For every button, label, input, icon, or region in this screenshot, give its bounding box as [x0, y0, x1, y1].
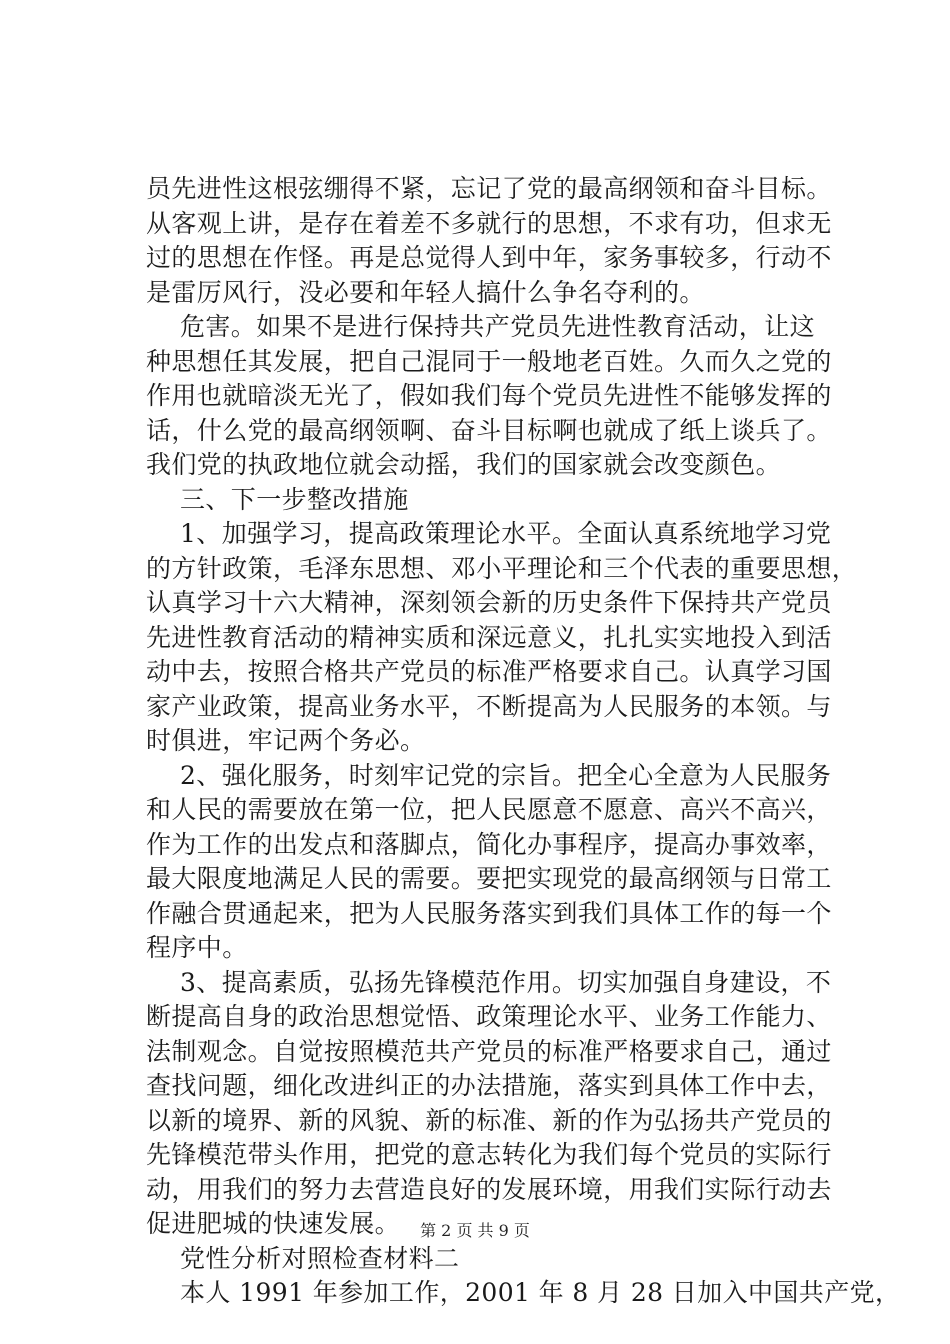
text-line: 先进性教育活动的精神实质和深远意义，扎扎实实地投入到活: [146, 622, 832, 652]
text-line: 查找问题，细化改进纠正的办法措施，落实到具体工作中去，: [146, 1071, 832, 1100]
text-line: 从客观上讲，是存在着差不多就行的思想，不求有功，但求无: [146, 208, 832, 238]
text-line: 认真学习十六大精神，深刻领会新的历史条件下保持共产党员: [146, 588, 832, 617]
text-line: 三、下一步整改措施: [180, 484, 409, 514]
text-line: 我们党的执政地位就会动摇，我们的国家就会改变颜色。: [146, 450, 782, 479]
text-line: 和人民的需要放在第一位，把人民愿意不愿意、高兴不高兴，: [146, 795, 832, 824]
text-line: 法制观念。自觉按照模范共产党员的标准严格要求自己，通过: [146, 1036, 832, 1066]
text-line: 先锋模范带头作用，把党的意志转化为我们每个党员的实际行: [146, 1140, 832, 1169]
text-line: 的方针政策，毛泽东思想、邓小平理论和三个代表的重要思想，: [146, 553, 858, 583]
text-line: 动，用我们的努力去营造良好的发展环境，用我们实际行动去: [146, 1174, 832, 1204]
text-line: 程序中。: [146, 933, 248, 962]
page-footer: 第 2 页 共 9 页: [420, 1221, 530, 1240]
text-line: 促进肥城的快速发展。: [146, 1209, 401, 1238]
text-line: 1、加强学习，提高政策理论水平。全面认真系统地学习党: [180, 519, 832, 548]
text-line: 危害。如果不是进行保持共产党员先进性教育活动，让这: [180, 312, 816, 341]
text-line: 种思想任其发展，把自己混同于一般地老百姓。久而久之党的: [146, 346, 832, 376]
text-line: 3、提高素质，弘扬先锋模范作用。切实加强自身建设，不: [180, 967, 832, 997]
text-line: 过的思想在作怪。再是总觉得人到中年，家务事较多，行动不: [146, 243, 832, 272]
text-line: 最大限度地满足人民的需要。要把实现党的最高纲领与日常工: [146, 864, 832, 893]
text-line: 时俱进，牢记两个务必。: [146, 726, 426, 755]
text-line: 断提高自身的政治思想觉悟、政策理论水平、业务工作能力、: [146, 1002, 832, 1031]
text-line: 作融合贯通起来，把为人民服务落实到我们具体工作的每一个: [146, 898, 832, 928]
text-line: 以新的境界、新的风貌、新的标准、新的作为弘扬共产党员的: [146, 1105, 832, 1135]
text-line: 动中去，按照合格共产党员的标准严格要求自己。认真学习国: [146, 657, 832, 686]
text-line: 是雷厉风行，没必要和年轻人搞什么争名夺利的。: [146, 277, 705, 307]
text-line: 话，什么党的最高纲领啊、奋斗目标啊也就成了纸上谈兵了。: [146, 415, 832, 445]
text-line: 员先进性这根弦绷得不紧，忘记了党的最高纲领和奋斗目标。: [146, 174, 832, 203]
text-line: 作用也就暗淡无光了，假如我们每个党员先进性不能够发挥的: [146, 381, 832, 410]
text-line: 党性分析对照检查材料二: [180, 1243, 460, 1273]
text-line: 家产业政策，提高业务水平，不断提高为人民服务的本领。与: [146, 691, 832, 721]
text-line: 本人 1991 年参加工作，2001 年 8 月 28 日加入中国共产党，: [180, 1278, 901, 1307]
text-line: 2、强化服务，时刻牢记党的宗旨。把全心全意为人民服务: [180, 760, 832, 790]
text-line: 作为工作的出发点和落脚点，简化办事程序，提高办事效率，: [146, 829, 832, 859]
document-body: [146, 172, 901, 1311]
